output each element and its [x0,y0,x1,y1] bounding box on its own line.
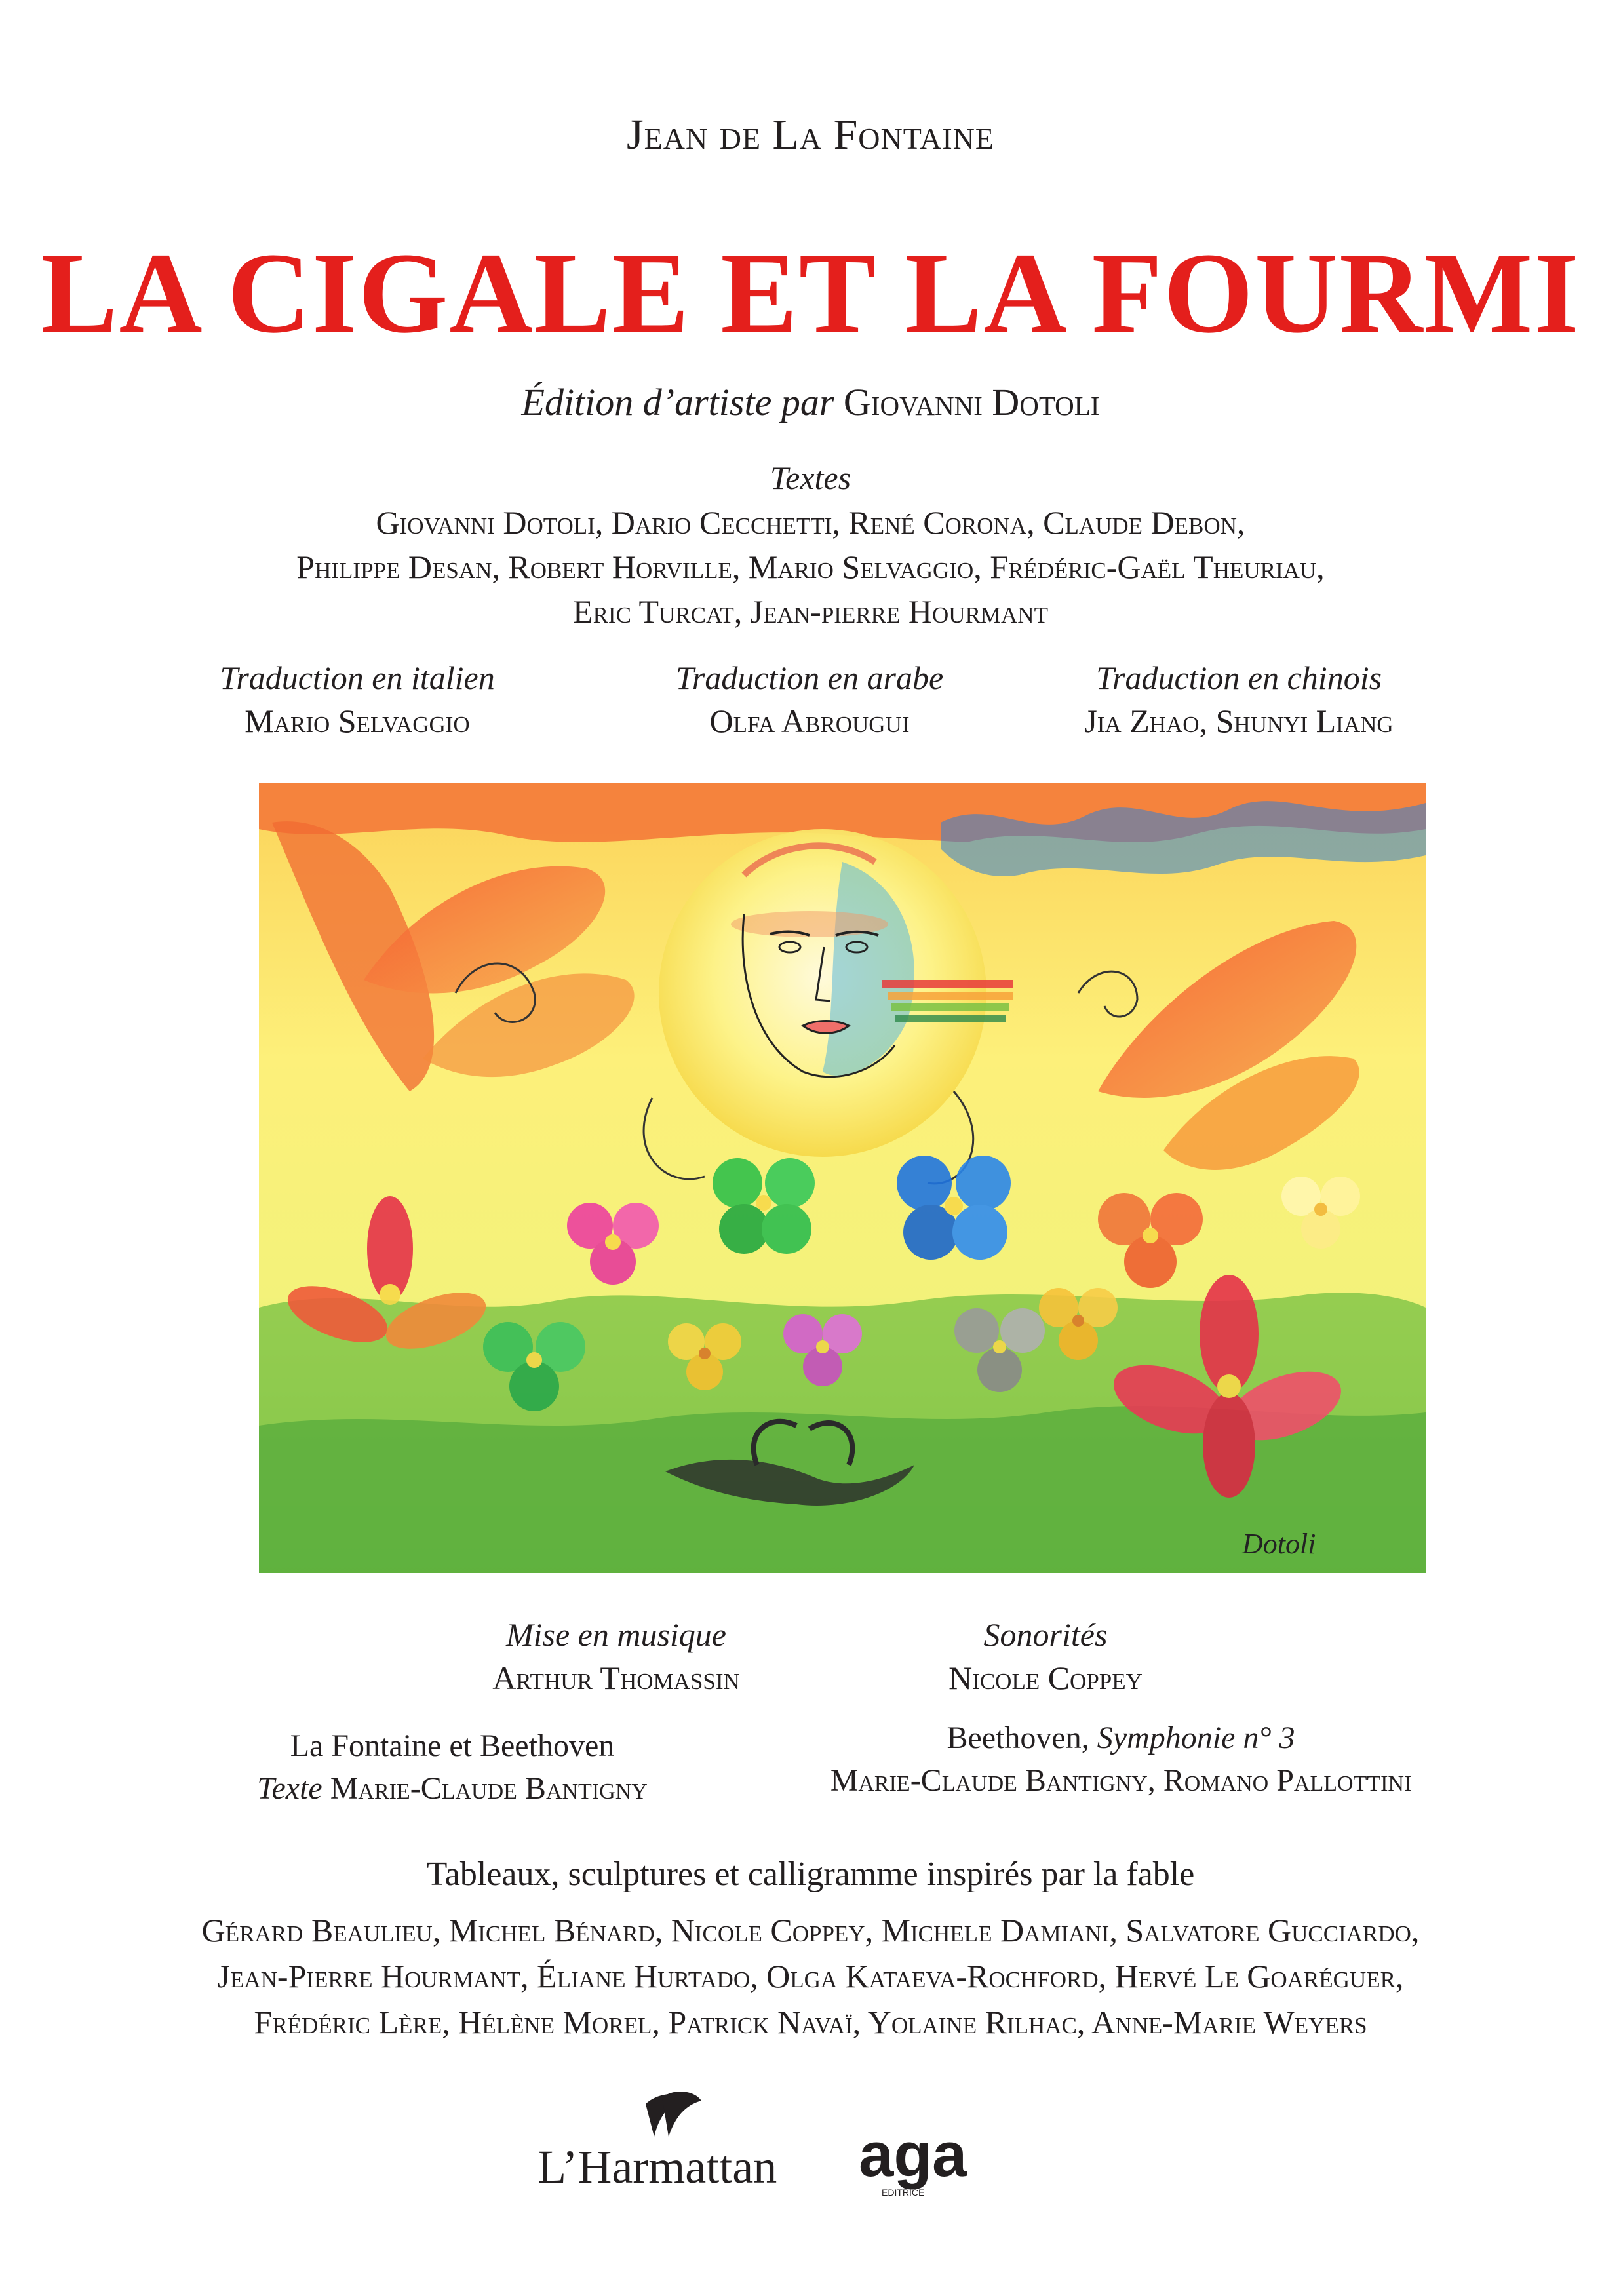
textes-authors-line: Philippe Desan, Robert Horville, Mario Selvaggio, Frédéric-Gaël Theuriau, [296,549,1325,585]
translation-label: Traduction en chinois [1095,659,1382,696]
painting-signature: Dotoli [1242,1528,1316,1560]
translator-name: Mario Selvaggio [244,703,470,739]
music-composer: Arthur Thomassin [492,1660,740,1696]
translation-arabic [580,659,1039,740]
translation-label: Traduction en arabe [675,659,944,696]
book-title: LA CIGALE ET LA FOURMI [41,229,1580,357]
edition-line [0,380,1621,424]
artists-line: Jean-Pierre Hourmant, Éliane Hurtado, Olga Kataeva-Rochford, Hervé Le Goaréguer, [217,1958,1404,1994]
textes-label: Textes [770,459,851,496]
translation-italian [128,659,587,740]
music-label: Mise en musique [505,1616,727,1653]
texte-author: Marie-Claude Bantigny [330,1770,648,1806]
sound-credit [816,1616,1275,1697]
sound-artist: Nicole Coppey [948,1660,1143,1696]
translator-name: Olfa Abrougui [709,703,910,739]
publisher-logos [0,2091,1621,2209]
aga-subtitle: EDITRICE [882,2187,925,2198]
cover-painting [259,783,1426,1573]
beethoven-prefix: Beethoven, [947,1721,1089,1755]
aga-logo [859,2120,967,2198]
tableaux-label: Tableaux, sculptures et calligramme inspirés par la fable [426,1856,1195,1893]
author-name: Jean de La Fontaine [627,111,994,159]
sound-label: Sonorités [983,1616,1108,1653]
translation-chinese [1009,659,1468,740]
texte-label: Texte [257,1770,322,1806]
symphony-performers: Marie-Claude Bantigny, Romano Pallottini [830,1762,1412,1798]
edition-prefix: Édition d’artiste par [521,381,834,423]
textes-authors-line: Giovanni Dotoli, Dario Cecchetti, René Corona, Claude Debon, [376,504,1245,541]
lafontaine-beethoven-title: La Fontaine et Beethoven [290,1728,615,1763]
edition-artist: Giovanni Dotoli [843,381,1100,423]
harmattan-wordmark: L’Harmattan [537,2141,777,2193]
textes-authors-line: Eric Turcat, Jean-pierre Hourmant [573,593,1048,630]
symphony-title: Symphonie n° 3 [1097,1721,1295,1755]
lafontaine-beethoven-credit [157,1725,747,1810]
beethoven-symphony-credit [734,1717,1508,1802]
translator-name: Jia Zhao, Shunyi Liang [1084,703,1394,739]
artists-line: Gérard Beaulieu, Michel Bénard, Nicole Coppey, Michele Damiani, Salvatore Gucciardo, [201,1912,1420,1949]
aga-wordmark: aga [859,2120,967,2190]
harmattan-logo [537,2092,777,2193]
translation-label: Traduction en italien [220,659,495,696]
music-credit [387,1616,846,1697]
artists-line: Frédéric Lère, Hélène Morel, Patrick Navaï, Yolaine Rilhac, Anne-Marie Weyers [254,2004,1367,2040]
